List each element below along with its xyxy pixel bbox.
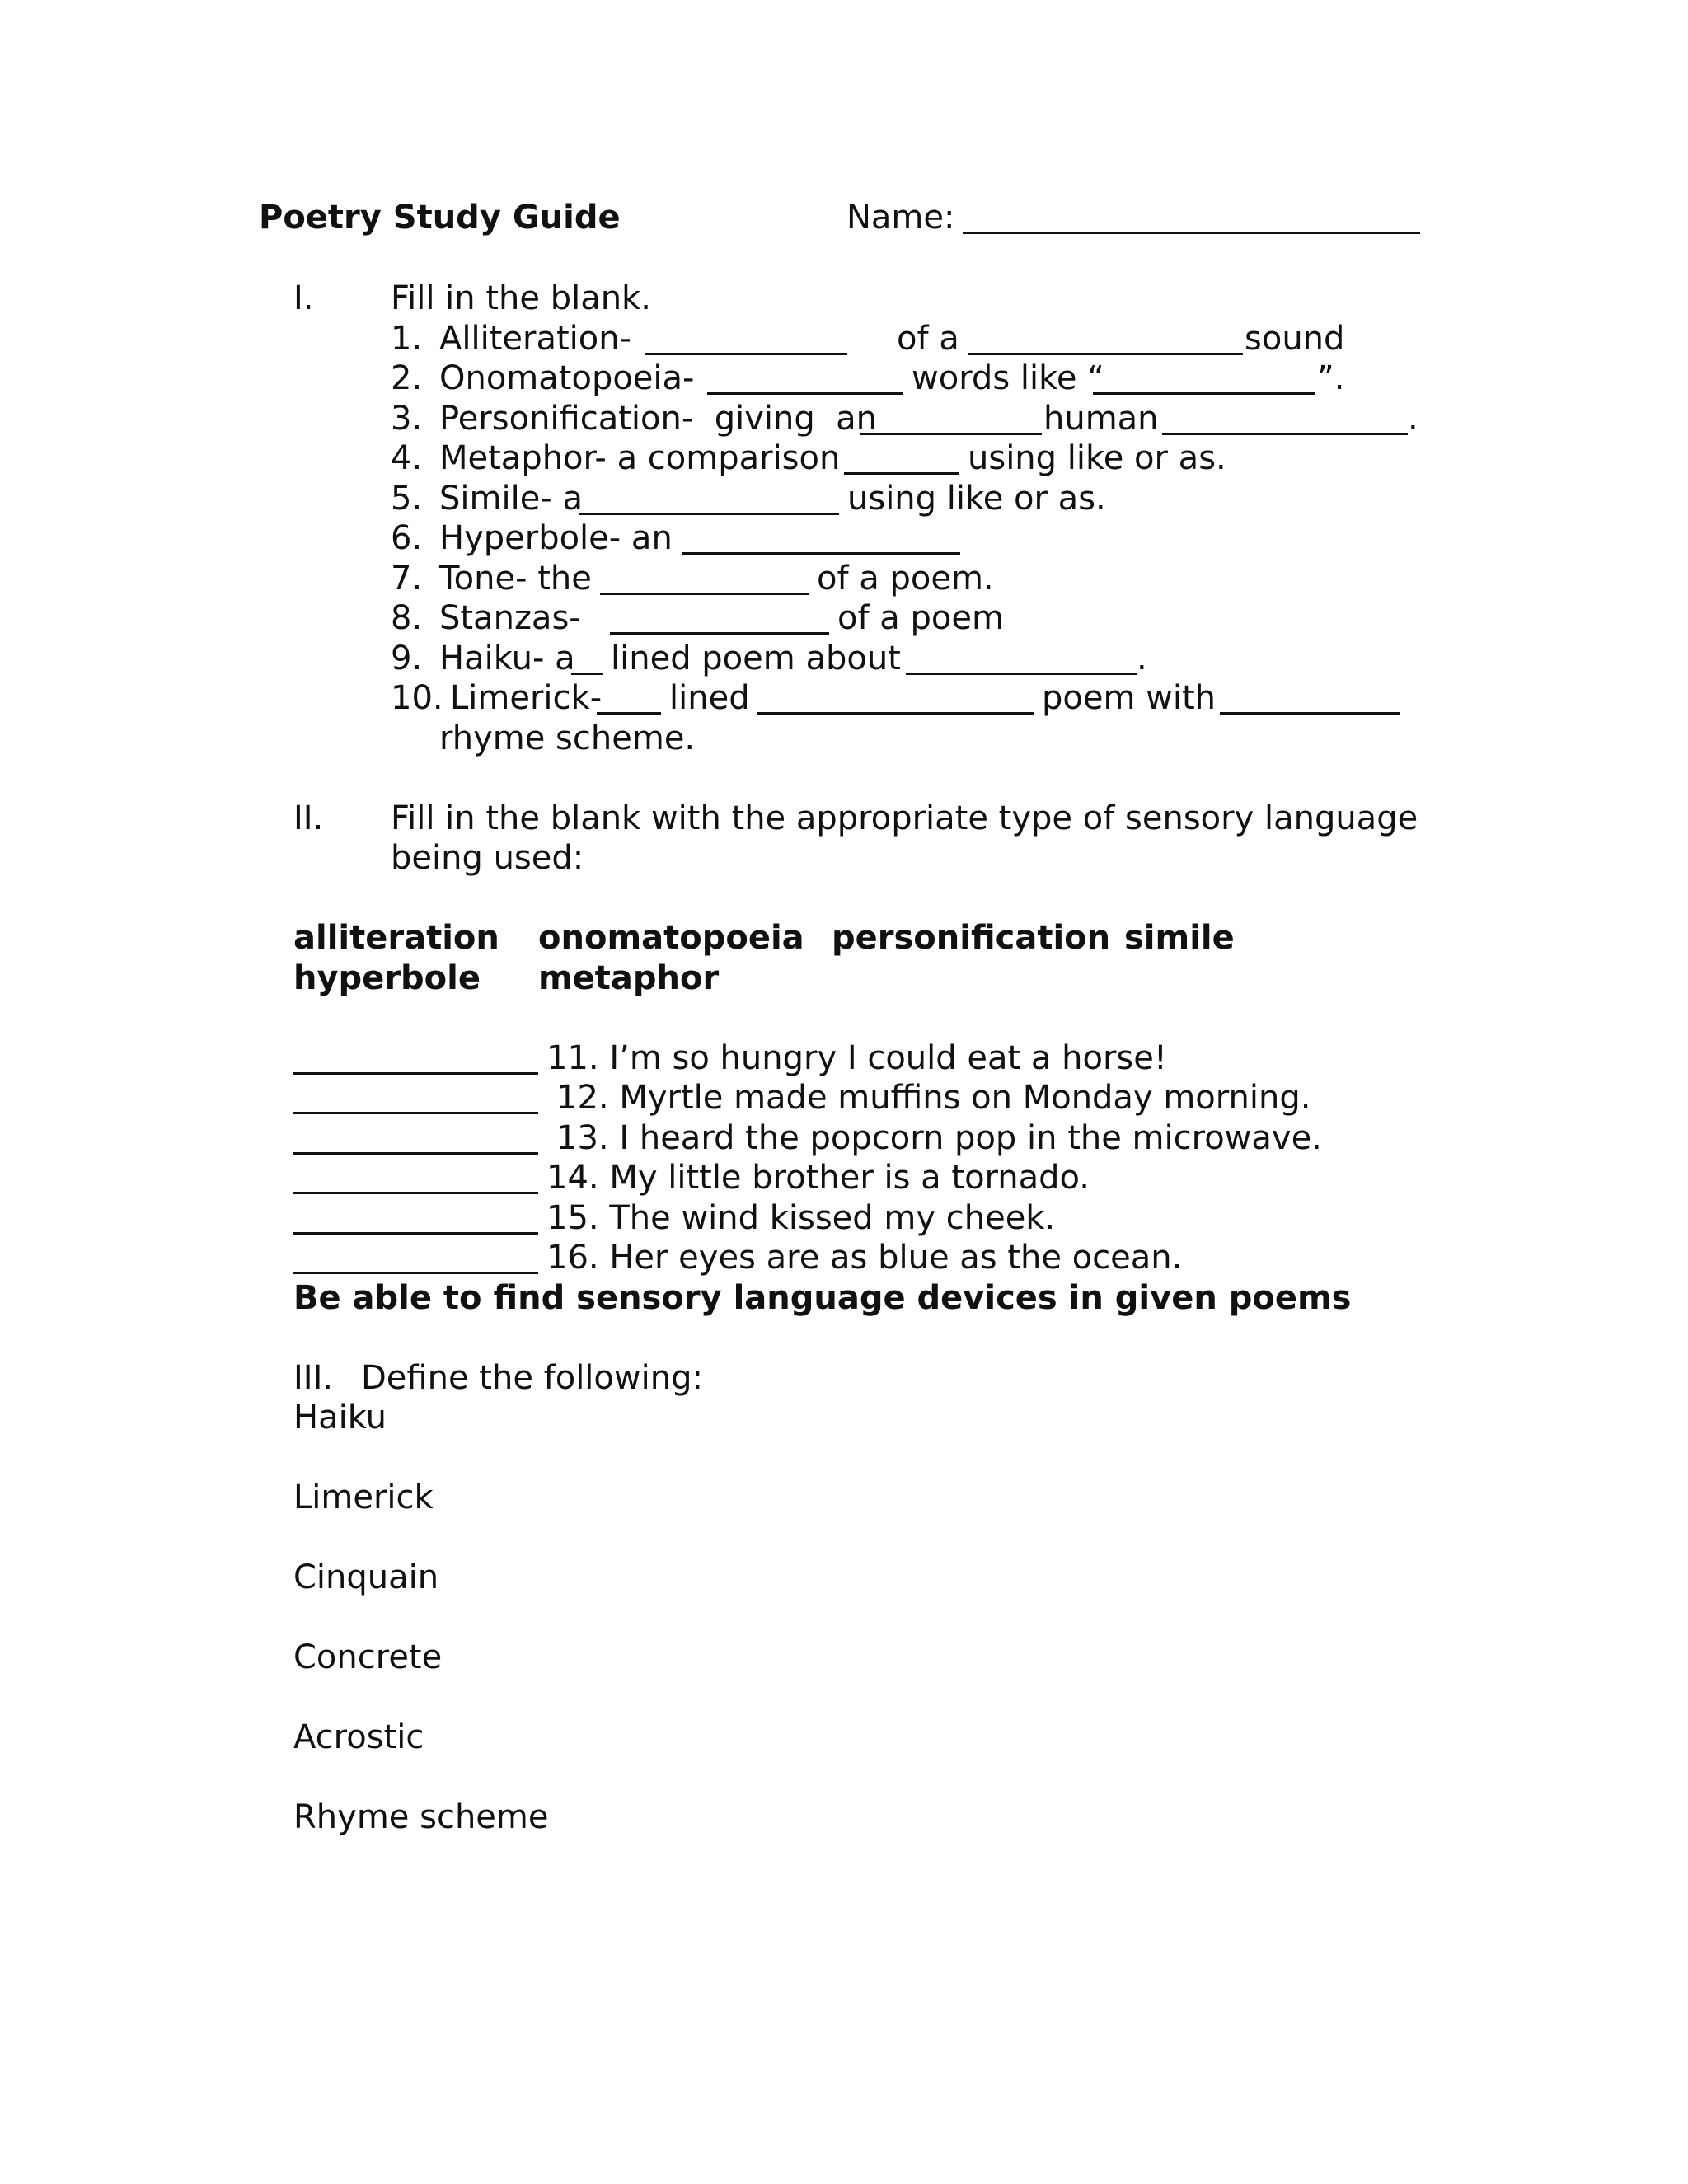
section-1-heading: Fill in the blank. (391, 279, 651, 317)
blank[interactable] (579, 513, 839, 515)
sensory-item: 13. I heard the popcorn pop in the microwave. (556, 1119, 1322, 1157)
answer-blank[interactable] (293, 1072, 538, 1075)
blank[interactable] (968, 353, 1243, 355)
blank[interactable] (844, 472, 959, 475)
item-number: 5. (391, 480, 423, 518)
item-9-text: . (1137, 640, 1147, 677)
section-3-numeral: III. (293, 1359, 334, 1397)
item-1-text: sound (1245, 320, 1345, 358)
blank[interactable] (682, 552, 960, 555)
define-term: Haiku (293, 1399, 387, 1436)
item-9-prefix: Haiku- a (439, 640, 575, 677)
item-10-text: lined (669, 679, 750, 717)
blank[interactable] (571, 673, 603, 675)
define-term: Limerick (293, 1479, 434, 1516)
blank[interactable] (610, 632, 829, 635)
answer-blank[interactable] (293, 1112, 538, 1114)
item-number: 10. (391, 679, 443, 717)
sensory-item: 11. I’m so hungry I could eat a horse! (546, 1039, 1167, 1077)
item-2-prefix: Onomatopoeia- (439, 359, 695, 397)
item-5-prefix: Simile- a (439, 480, 583, 518)
blank[interactable] (1162, 433, 1408, 435)
blank[interactable] (645, 353, 847, 355)
define-term: Concrete (293, 1638, 443, 1676)
name-blank[interactable] (963, 232, 1420, 234)
define-term: Cinquain (293, 1558, 439, 1596)
item-1-text: of a (897, 320, 959, 358)
item-7-prefix: Tone- the (439, 560, 592, 598)
item-5-text: using like or as. (847, 480, 1106, 518)
item-2-text: ”. (1317, 359, 1345, 397)
section-2-heading: being used: (391, 839, 584, 877)
word-bank-item: personification (832, 919, 1111, 957)
define-term: Rhyme scheme (293, 1798, 549, 1836)
blank[interactable] (757, 712, 1034, 715)
blank[interactable] (707, 392, 903, 395)
item-number: 2. (391, 359, 423, 397)
item-4-prefix: Metaphor- a comparison (439, 439, 841, 477)
item-3-prefix: Personification- giving an (439, 400, 878, 438)
blank[interactable] (860, 433, 1042, 435)
item-3-text: . (1408, 400, 1418, 438)
item-4-text: using like or as. (968, 439, 1226, 477)
item-number: 8. (391, 599, 423, 637)
sensory-item: 15. The wind kissed my cheek. (546, 1199, 1056, 1237)
item-8-prefix: Stanzas- (439, 599, 581, 637)
word-bank-item: simile (1124, 919, 1235, 957)
word-bank-item: alliteration (293, 919, 499, 957)
item-8-text: of a poem (837, 599, 1004, 637)
sensory-item: 14. My little brother is a tornado. (546, 1159, 1090, 1197)
answer-blank[interactable] (293, 1232, 538, 1235)
blank[interactable] (597, 712, 661, 715)
blank[interactable] (1220, 712, 1400, 715)
name-label: Name: (846, 199, 955, 237)
section-1-numeral: I. (293, 279, 314, 317)
answer-blank[interactable] (293, 1152, 538, 1155)
blank[interactable] (1093, 392, 1315, 395)
word-bank-item: metaphor (538, 959, 720, 997)
item-7-text: of a poem. (817, 560, 994, 598)
item-1-prefix: Alliteration- (439, 320, 632, 358)
item-number: 6. (391, 519, 423, 557)
sensory-item: 16. Her eyes are as blue as the ocean. (546, 1239, 1183, 1277)
section-2-note: Be able to find sensory language devices in given poems (293, 1279, 1352, 1317)
word-bank-item: onomatopoeia (538, 919, 804, 957)
item-number: 1. (391, 320, 423, 358)
sensory-item: 12. Myrtle made muffins on Monday morning. (556, 1079, 1311, 1117)
item-10-prefix: Limerick- (450, 679, 603, 717)
word-bank-item: hyperbole (293, 959, 481, 997)
answer-blank[interactable] (293, 1192, 538, 1194)
item-10-continuation: rhyme scheme. (439, 719, 696, 757)
section-3-heading: Define the following: (361, 1359, 703, 1397)
page-title: Poetry Study Guide (259, 199, 621, 237)
item-9-text: lined poem about (611, 640, 901, 677)
item-6-prefix: Hyperbole- an (439, 519, 673, 557)
section-2-numeral: II. (293, 799, 324, 837)
item-2-text: words like “ (912, 359, 1104, 397)
item-number: 7. (391, 560, 423, 598)
answer-blank[interactable] (293, 1272, 538, 1274)
blank[interactable] (600, 593, 809, 595)
item-number: 3. (391, 400, 423, 438)
define-term: Acrostic (293, 1718, 424, 1756)
item-number: 4. (391, 439, 423, 477)
item-number: 9. (391, 640, 423, 677)
blank[interactable] (906, 673, 1137, 675)
section-2-heading: Fill in the blank with the appropriate type of sensory language (391, 799, 1418, 837)
item-3-text: human (1043, 400, 1159, 438)
item-10-text: poem with (1042, 679, 1217, 717)
